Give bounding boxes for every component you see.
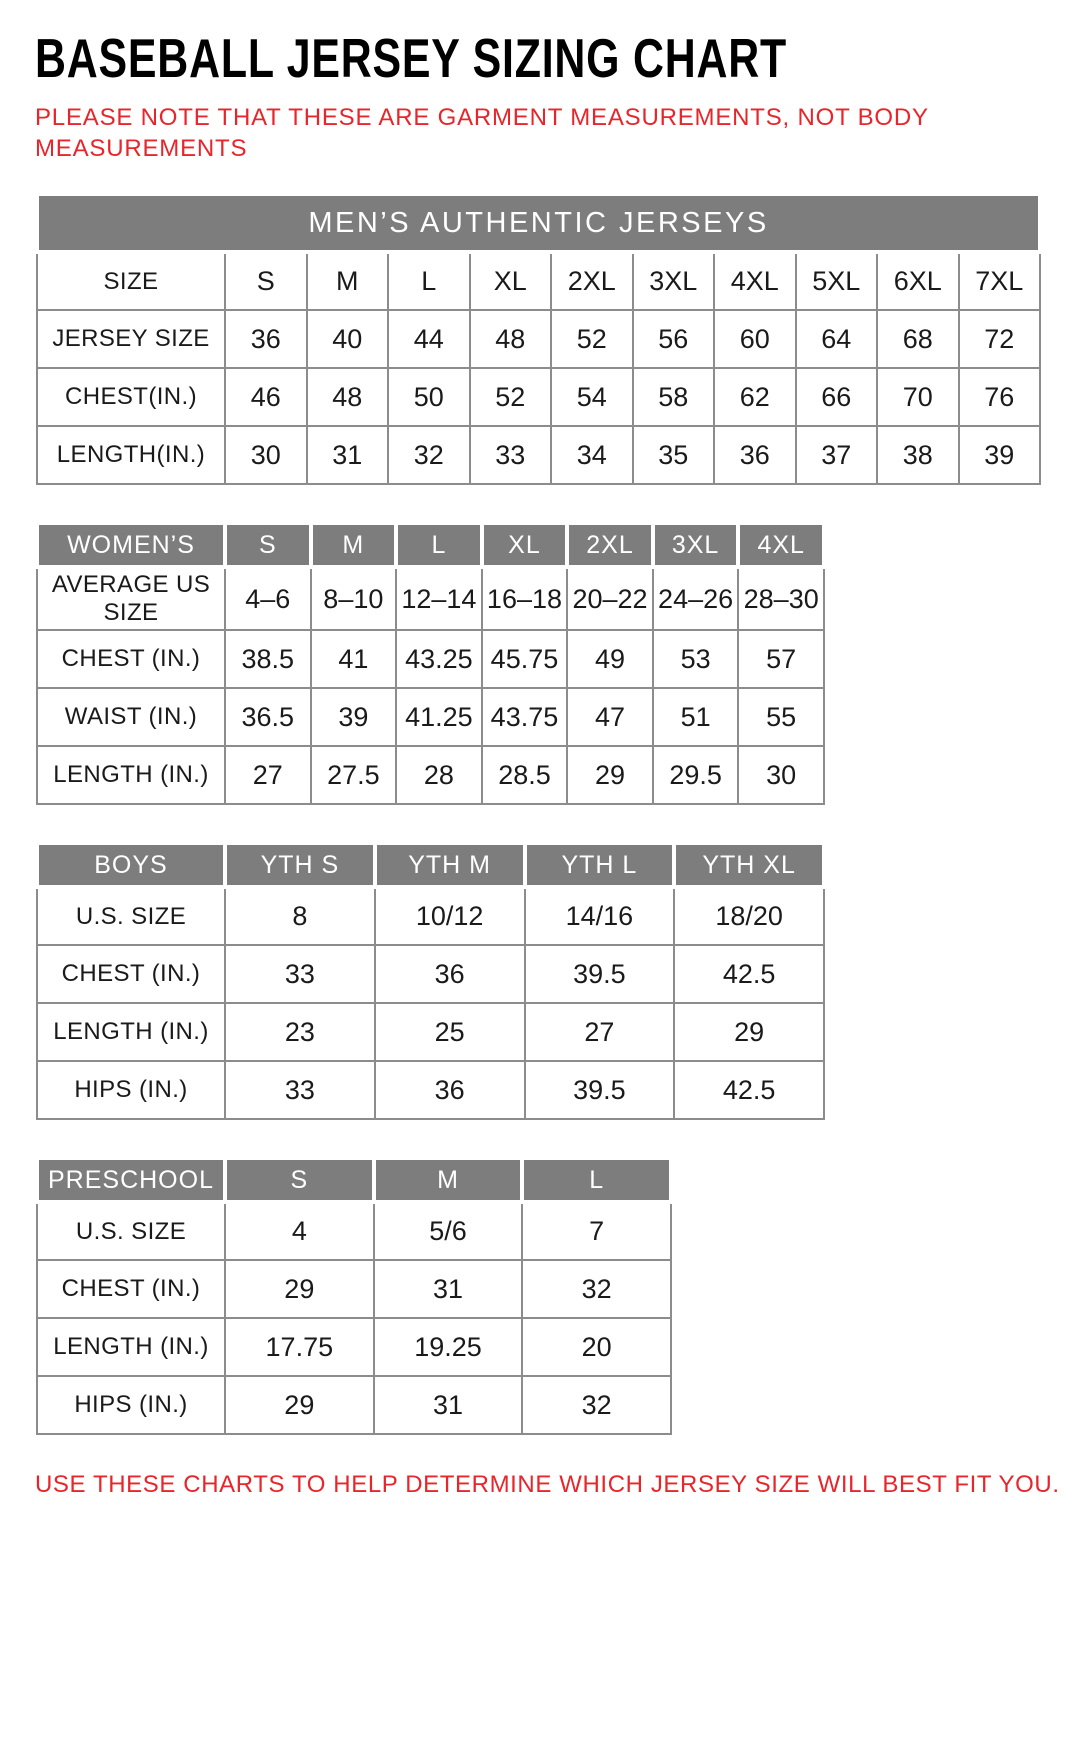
value-cell: 29.5 — [653, 746, 739, 804]
column-header: YTH L — [525, 843, 675, 887]
row-label: LENGTH (IN.) — [37, 1003, 225, 1061]
value-cell: 33 — [225, 1061, 375, 1119]
value-cell: S — [225, 252, 307, 310]
value-cell: 27.5 — [311, 746, 397, 804]
value-cell: 8–10 — [311, 567, 397, 630]
garment-measurement-note: PLEASE NOTE THAT THESE ARE GARMENT MEASUREMENTS, NOT BODY MEASUREMENTS — [35, 104, 929, 163]
value-cell: 28–30 — [738, 567, 824, 630]
table-row — [37, 887, 824, 945]
value-cell: 28.5 — [482, 746, 568, 804]
mens-table-banner: MEN’S AUTHENTIC JERSEYS — [37, 194, 1040, 252]
value-cell: XL — [470, 252, 552, 310]
boys-table-section — [35, 841, 1042, 1120]
column-header: L — [522, 1158, 671, 1202]
value-cell: 72 — [959, 310, 1041, 368]
value-cell: 16–18 — [482, 567, 568, 630]
womens-table-section — [35, 521, 1042, 805]
value-cell: 70 — [877, 368, 959, 426]
value-cell: 3XL — [633, 252, 715, 310]
row-label: LENGTH (IN.) — [37, 746, 225, 804]
value-cell: 39 — [959, 426, 1041, 484]
value-cell: 44 — [388, 310, 470, 368]
value-cell: 5/6 — [374, 1202, 523, 1260]
value-cell: 35 — [633, 426, 715, 484]
column-header: 2XL — [567, 523, 653, 567]
value-cell: 23 — [225, 1003, 375, 1061]
value-cell: 37 — [796, 426, 878, 484]
row-label: CHEST (IN.) — [37, 1260, 225, 1318]
table-row — [37, 310, 1040, 368]
value-cell: 31 — [374, 1376, 523, 1434]
value-cell: 4–6 — [225, 567, 311, 630]
value-cell: 43.75 — [482, 688, 568, 746]
value-cell: 27 — [525, 1003, 675, 1061]
value-cell: 36 — [375, 1061, 525, 1119]
fit-advice-note: USE THESE CHARTS TO HELP DETERMINE WHICH JERSEY SIZE WILL BEST FIT YOU. — [35, 1471, 1060, 1499]
column-header: M — [374, 1158, 523, 1202]
value-cell: 54 — [551, 368, 633, 426]
table-row — [37, 252, 1040, 310]
value-cell: 34 — [551, 426, 633, 484]
value-cell: 14/16 — [525, 887, 675, 945]
row-label: LENGTH(IN.) — [37, 426, 225, 484]
value-cell: 32 — [522, 1376, 671, 1434]
value-cell: 58 — [633, 368, 715, 426]
value-cell: 62 — [714, 368, 796, 426]
value-cell: 36 — [225, 310, 307, 368]
table-row — [37, 688, 824, 746]
table-row — [37, 1376, 671, 1434]
value-cell: 27 — [225, 746, 311, 804]
table-row — [37, 746, 824, 804]
value-cell: 30 — [738, 746, 824, 804]
table-row — [37, 1260, 671, 1318]
womens-table — [35, 521, 826, 805]
page-title: BASEBALL JERSEY SIZING CHART — [35, 27, 788, 89]
value-cell: 39.5 — [525, 1061, 675, 1119]
table-row — [37, 630, 824, 688]
value-cell: 76 — [959, 368, 1041, 426]
boys-header-label: BOYS — [37, 843, 225, 887]
value-cell: 20–22 — [567, 567, 653, 630]
value-cell: 56 — [633, 310, 715, 368]
value-cell: 25 — [375, 1003, 525, 1061]
value-cell: 20 — [522, 1318, 671, 1376]
value-cell: 52 — [470, 368, 552, 426]
value-cell: 39 — [311, 688, 397, 746]
value-cell: 51 — [653, 688, 739, 746]
row-label: WAIST (IN.) — [37, 688, 225, 746]
value-cell: 49 — [567, 630, 653, 688]
value-cell: 60 — [714, 310, 796, 368]
table-row — [37, 426, 1040, 484]
value-cell: 7XL — [959, 252, 1041, 310]
value-cell: 7 — [522, 1202, 671, 1260]
value-cell: 29 — [225, 1260, 374, 1318]
value-cell: 66 — [796, 368, 878, 426]
value-cell: 4XL — [714, 252, 796, 310]
preschool-table-section — [35, 1156, 1042, 1435]
column-header: YTH M — [375, 843, 525, 887]
value-cell: 42.5 — [674, 945, 824, 1003]
table-row — [37, 1318, 671, 1376]
value-cell: 36.5 — [225, 688, 311, 746]
row-label: AVERAGE US SIZE — [37, 567, 225, 630]
value-cell: 38 — [877, 426, 959, 484]
value-cell: 29 — [225, 1376, 374, 1434]
row-label: CHEST(IN.) — [37, 368, 225, 426]
value-cell: 38.5 — [225, 630, 311, 688]
value-cell: 19.25 — [374, 1318, 523, 1376]
row-label: JERSEY SIZE — [37, 310, 225, 368]
value-cell: 39.5 — [525, 945, 675, 1003]
column-header: S — [225, 1158, 374, 1202]
value-cell: L — [388, 252, 470, 310]
row-label: LENGTH (IN.) — [37, 1318, 225, 1376]
value-cell: 18/20 — [674, 887, 824, 945]
value-cell: 29 — [674, 1003, 824, 1061]
boys-table — [35, 841, 826, 1120]
value-cell: 40 — [307, 310, 389, 368]
value-cell: 50 — [388, 368, 470, 426]
value-cell: 17.75 — [225, 1318, 374, 1376]
value-cell: 43.25 — [396, 630, 482, 688]
value-cell: 29 — [567, 746, 653, 804]
value-cell: 57 — [738, 630, 824, 688]
womens-header-label: WOMEN’S — [37, 523, 225, 567]
table-row — [37, 1202, 671, 1260]
value-cell: 41 — [311, 630, 397, 688]
value-cell: 53 — [653, 630, 739, 688]
value-cell: 52 — [551, 310, 633, 368]
value-cell: 33 — [470, 426, 552, 484]
value-cell: 4 — [225, 1202, 374, 1260]
value-cell: 36 — [714, 426, 796, 484]
value-cell: 33 — [225, 945, 375, 1003]
column-header: YTH S — [225, 843, 375, 887]
value-cell: 55 — [738, 688, 824, 746]
value-cell: 6XL — [877, 252, 959, 310]
column-header: 4XL — [738, 523, 824, 567]
column-header: 3XL — [653, 523, 739, 567]
value-cell: 36 — [375, 945, 525, 1003]
value-cell: 32 — [388, 426, 470, 484]
value-cell: 2XL — [551, 252, 633, 310]
column-header: M — [311, 523, 397, 567]
value-cell: 41.25 — [396, 688, 482, 746]
value-cell: 31 — [374, 1260, 523, 1318]
table-row — [37, 1003, 824, 1061]
value-cell: 48 — [307, 368, 389, 426]
column-header: YTH XL — [674, 843, 824, 887]
value-cell: M — [307, 252, 389, 310]
value-cell: 24–26 — [653, 567, 739, 630]
value-cell: 45.75 — [482, 630, 568, 688]
preschool-table — [35, 1156, 673, 1435]
preschool-header-label: PRESCHOOL — [37, 1158, 225, 1202]
row-label: CHEST (IN.) — [37, 630, 225, 688]
table-row — [37, 567, 824, 630]
mens-table-section — [35, 192, 1042, 485]
table-row — [37, 1061, 824, 1119]
row-label: HIPS (IN.) — [37, 1376, 225, 1434]
value-cell: 42.5 — [674, 1061, 824, 1119]
value-cell: 5XL — [796, 252, 878, 310]
mens-table — [35, 192, 1042, 485]
value-cell: 31 — [307, 426, 389, 484]
value-cell: 46 — [225, 368, 307, 426]
value-cell: 68 — [877, 310, 959, 368]
row-label: SIZE — [37, 252, 225, 310]
column-header: XL — [482, 523, 568, 567]
row-label: U.S. SIZE — [37, 887, 225, 945]
value-cell: 47 — [567, 688, 653, 746]
value-cell: 64 — [796, 310, 878, 368]
row-label: U.S. SIZE — [37, 1202, 225, 1260]
value-cell: 8 — [225, 887, 375, 945]
column-header: S — [225, 523, 311, 567]
value-cell: 10/12 — [375, 887, 525, 945]
column-header: L — [396, 523, 482, 567]
row-label: CHEST (IN.) — [37, 945, 225, 1003]
table-row — [37, 945, 824, 1003]
value-cell: 48 — [470, 310, 552, 368]
value-cell: 30 — [225, 426, 307, 484]
value-cell: 28 — [396, 746, 482, 804]
table-row — [37, 368, 1040, 426]
value-cell: 32 — [522, 1260, 671, 1318]
row-label: HIPS (IN.) — [37, 1061, 225, 1119]
value-cell: 12–14 — [396, 567, 482, 630]
